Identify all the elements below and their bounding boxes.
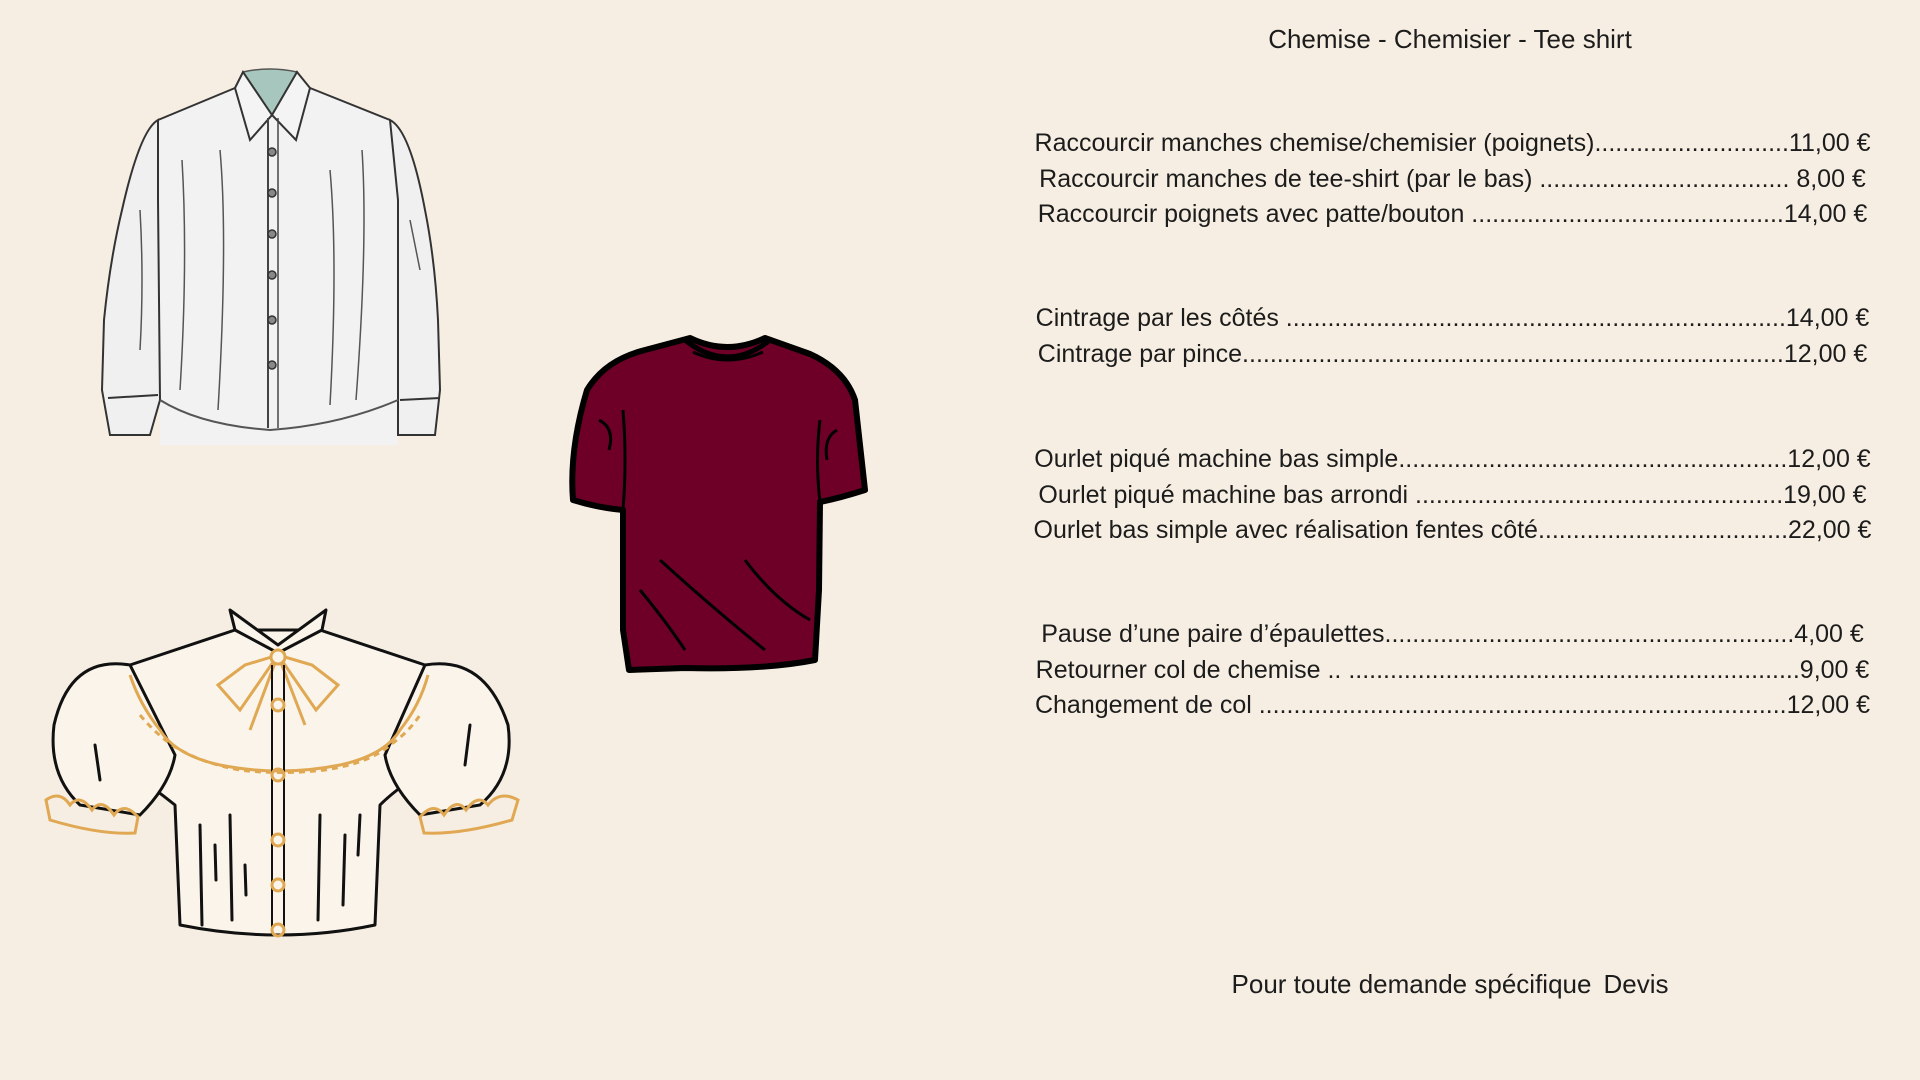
- price-group-sleeves: [1000, 126, 1905, 233]
- tee-shirt-illustration: [565, 330, 890, 675]
- price-item: Cintrage par les côtés ........................................................................14,00 €: [1035, 304, 1870, 332]
- price-item: Ourlet bas simple avec réalisation fentes côté....................................22,00 €: [1033, 516, 1872, 544]
- price-group-hems: [1000, 442, 1905, 549]
- price-item: Pause d’une paire d’épaulettes...........................................................4,00 €: [1041, 620, 1864, 648]
- footer-note: [1120, 967, 1780, 1001]
- price-item: Ourlet piqué machine bas simple........................................................12,00 €: [1034, 445, 1871, 473]
- price-item: Raccourcir manches chemise/chemisier (poignets)............................11,00 €: [1034, 129, 1871, 157]
- price-item: Changement de col ............................................................................12,00 €: [1034, 691, 1871, 719]
- blouse-illustration: [40, 605, 525, 975]
- price-item: Raccourcir manches de tee-shirt (par le bas) .................................... 8,00 €: [1039, 164, 1866, 193]
- footer-text: Pour toute demande spécifique: [1231, 969, 1592, 999]
- price-item: Ourlet piqué machine bas arrondi .....................................................19,00 €: [1038, 480, 1867, 509]
- price-item: Retourner col de chemise .. .................................................................9,00 €: [1035, 655, 1870, 684]
- price-item: Raccourcir poignets avec patte/bouton .............................................14,00 €: [1037, 200, 1868, 228]
- price-group-collar: [1000, 617, 1905, 724]
- shirt-illustration: [100, 60, 450, 445]
- price-group-fitting: [1000, 301, 1905, 372]
- page-title: Chemise - Chemisier - Tee shirt: [1268, 24, 1632, 54]
- quote-link[interactable]: Devis: [1603, 969, 1669, 999]
- price-item: Cintrage par pince..............................................................................12,00 €: [1037, 339, 1868, 368]
